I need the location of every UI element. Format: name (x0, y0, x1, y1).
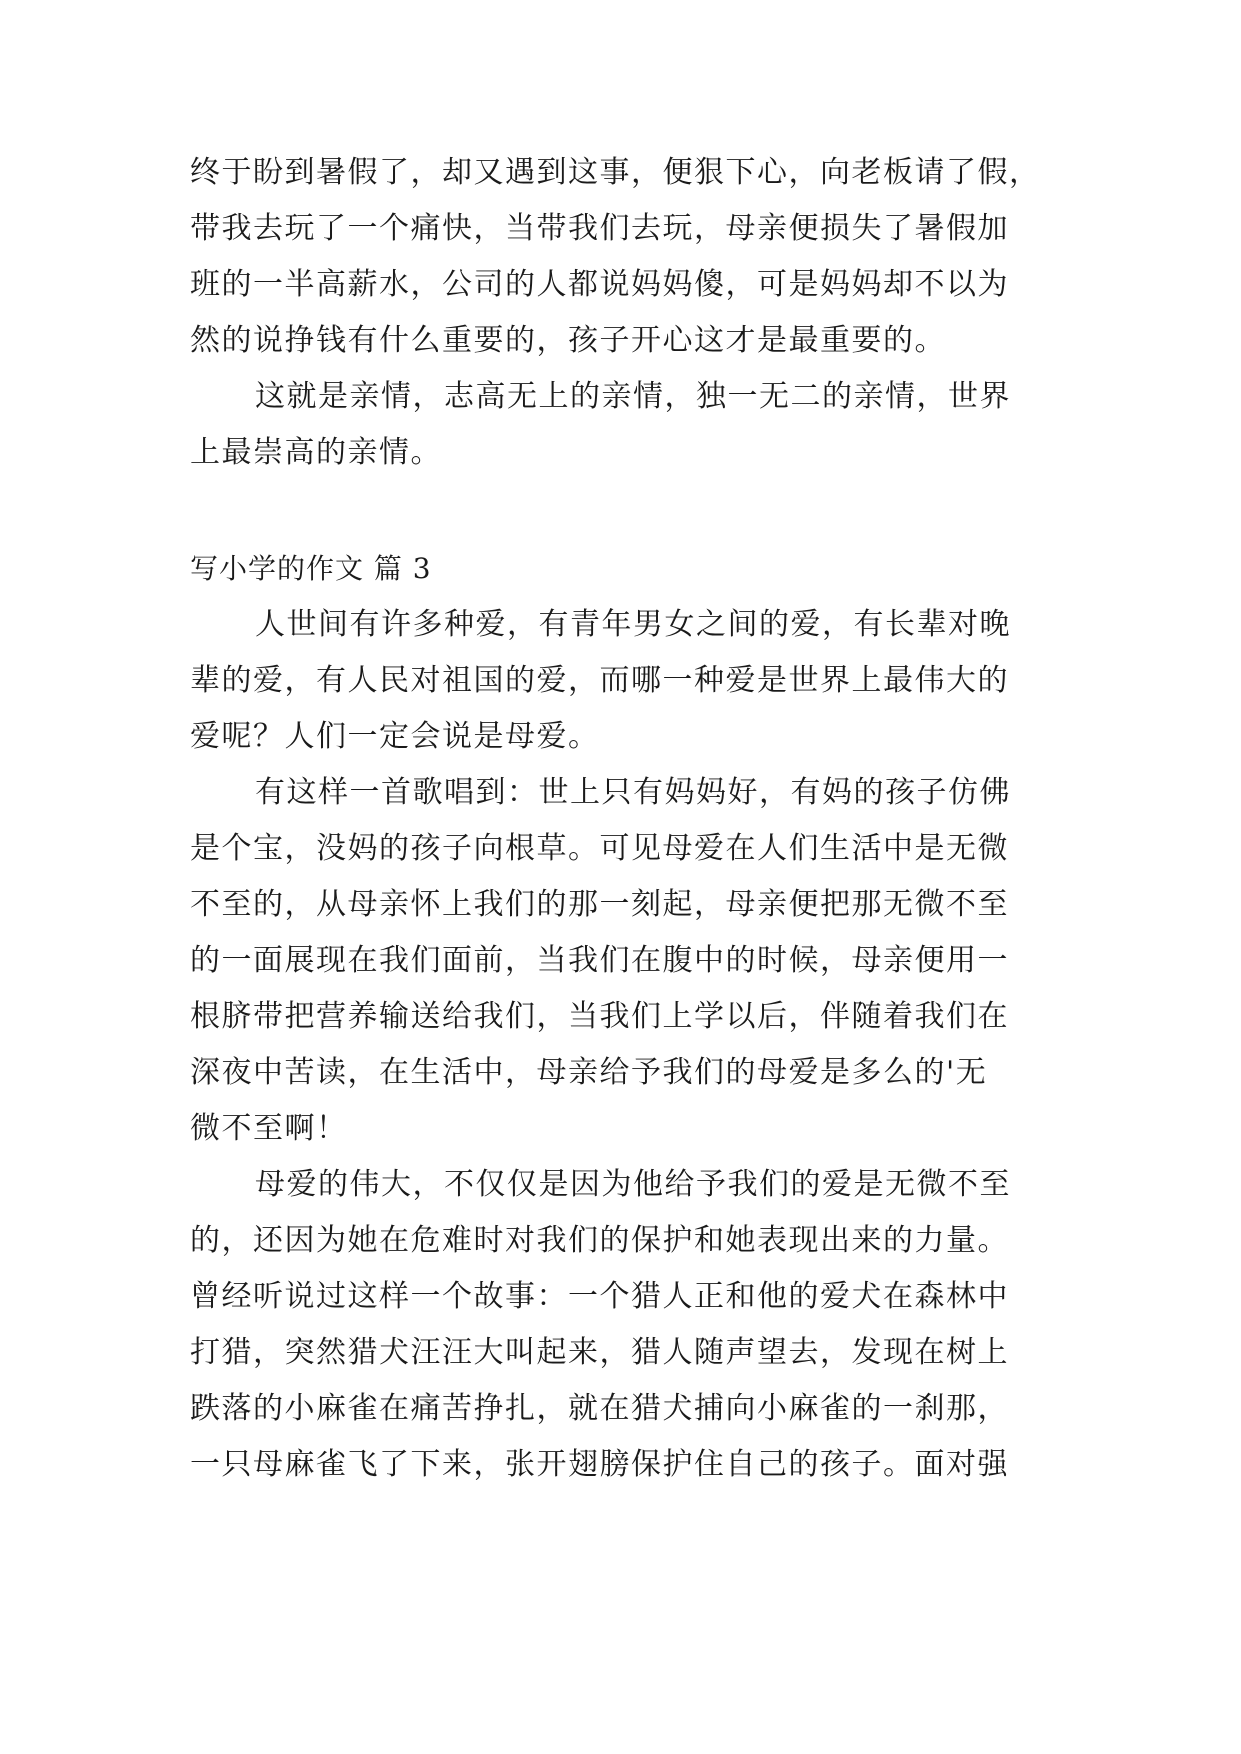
text-line: 辈的爱，有人民对祖国的爱，而哪一种爱是世界上最伟大的 (190, 663, 1009, 698)
text-line: 然的说挣钱有什么重要的，孩子开心这才是最重要的。 (190, 323, 946, 358)
text-line: 不至的，从母亲怀上我们的那一刻起，母亲便把那无微不至 (190, 887, 1009, 922)
paragraph-2 (190, 765, 1052, 1157)
text-line: 一只母麻雀飞了下来，张开翅膀保护住自己的孩子。面对强 (190, 1447, 1009, 1482)
text-line: 上最崇高的亲情。 (190, 435, 442, 470)
section-gap (190, 481, 1052, 541)
text-line: 曾经听说过这样一个故事：一个猎人正和他的爱犬在森林中 (190, 1279, 1009, 1314)
paragraph-1 (190, 597, 1052, 765)
paragraph-continued (190, 145, 1052, 369)
text-line: 人世间有许多种爱，有青年男女之间的爱，有长辈对晚 (255, 607, 1011, 642)
text-line: 有这样一首歌唱到：世上只有妈妈好，有妈的孩子仿佛 (255, 775, 1011, 810)
text-line: 的一面展现在我们面前，当我们在腹中的时候，母亲便用一 (190, 943, 1009, 978)
paragraph-conclusion (190, 369, 1052, 481)
text-line: 母爱的伟大，不仅仅是因为他给予我们的爱是无微不至 (255, 1167, 1011, 1202)
document-body (190, 145, 1052, 1493)
text-line: 是个宝，没妈的孩子向根草。可见母爱在人们生活中是无微 (190, 831, 1009, 866)
section-title: 写小学的作文 篇 3 (190, 552, 432, 585)
text-line: 爱呢？人们一定会说是母爱。 (190, 719, 600, 754)
text-line: 这就是亲情，志高无上的亲情，独一无二的亲情，世界 (255, 379, 1011, 414)
text-line: 的，还因为她在危难时对我们的保护和她表现出来的力量。 (190, 1223, 1009, 1258)
text-line: 带我去玩了一个痛快，当带我们去玩，母亲便损失了暑假加 (190, 211, 1009, 246)
text-line: 终于盼到暑假了，却又遇到这事，便狠下心，向老板请了假， (190, 155, 1041, 190)
text-line: 微不至啊！ (190, 1111, 348, 1146)
text-line: 班的一半高薪水，公司的人都说妈妈傻，可是妈妈却不以为 (190, 267, 1009, 302)
paragraph-3 (190, 1157, 1052, 1493)
text-line: 根脐带把营养输送给我们，当我们上学以后，伴随着我们在 (190, 999, 1009, 1034)
text-line: 打猎，突然猎犬汪汪大叫起来，猎人随声望去，发现在树上 (190, 1335, 1009, 1370)
text-line: 跌落的小麻雀在痛苦挣扎，就在猎犬捕向小麻雀的一刹那， (190, 1391, 1009, 1426)
text-line: 深夜中苦读，在生活中，母亲给予我们的母爱是多么的'无 (190, 1055, 988, 1090)
